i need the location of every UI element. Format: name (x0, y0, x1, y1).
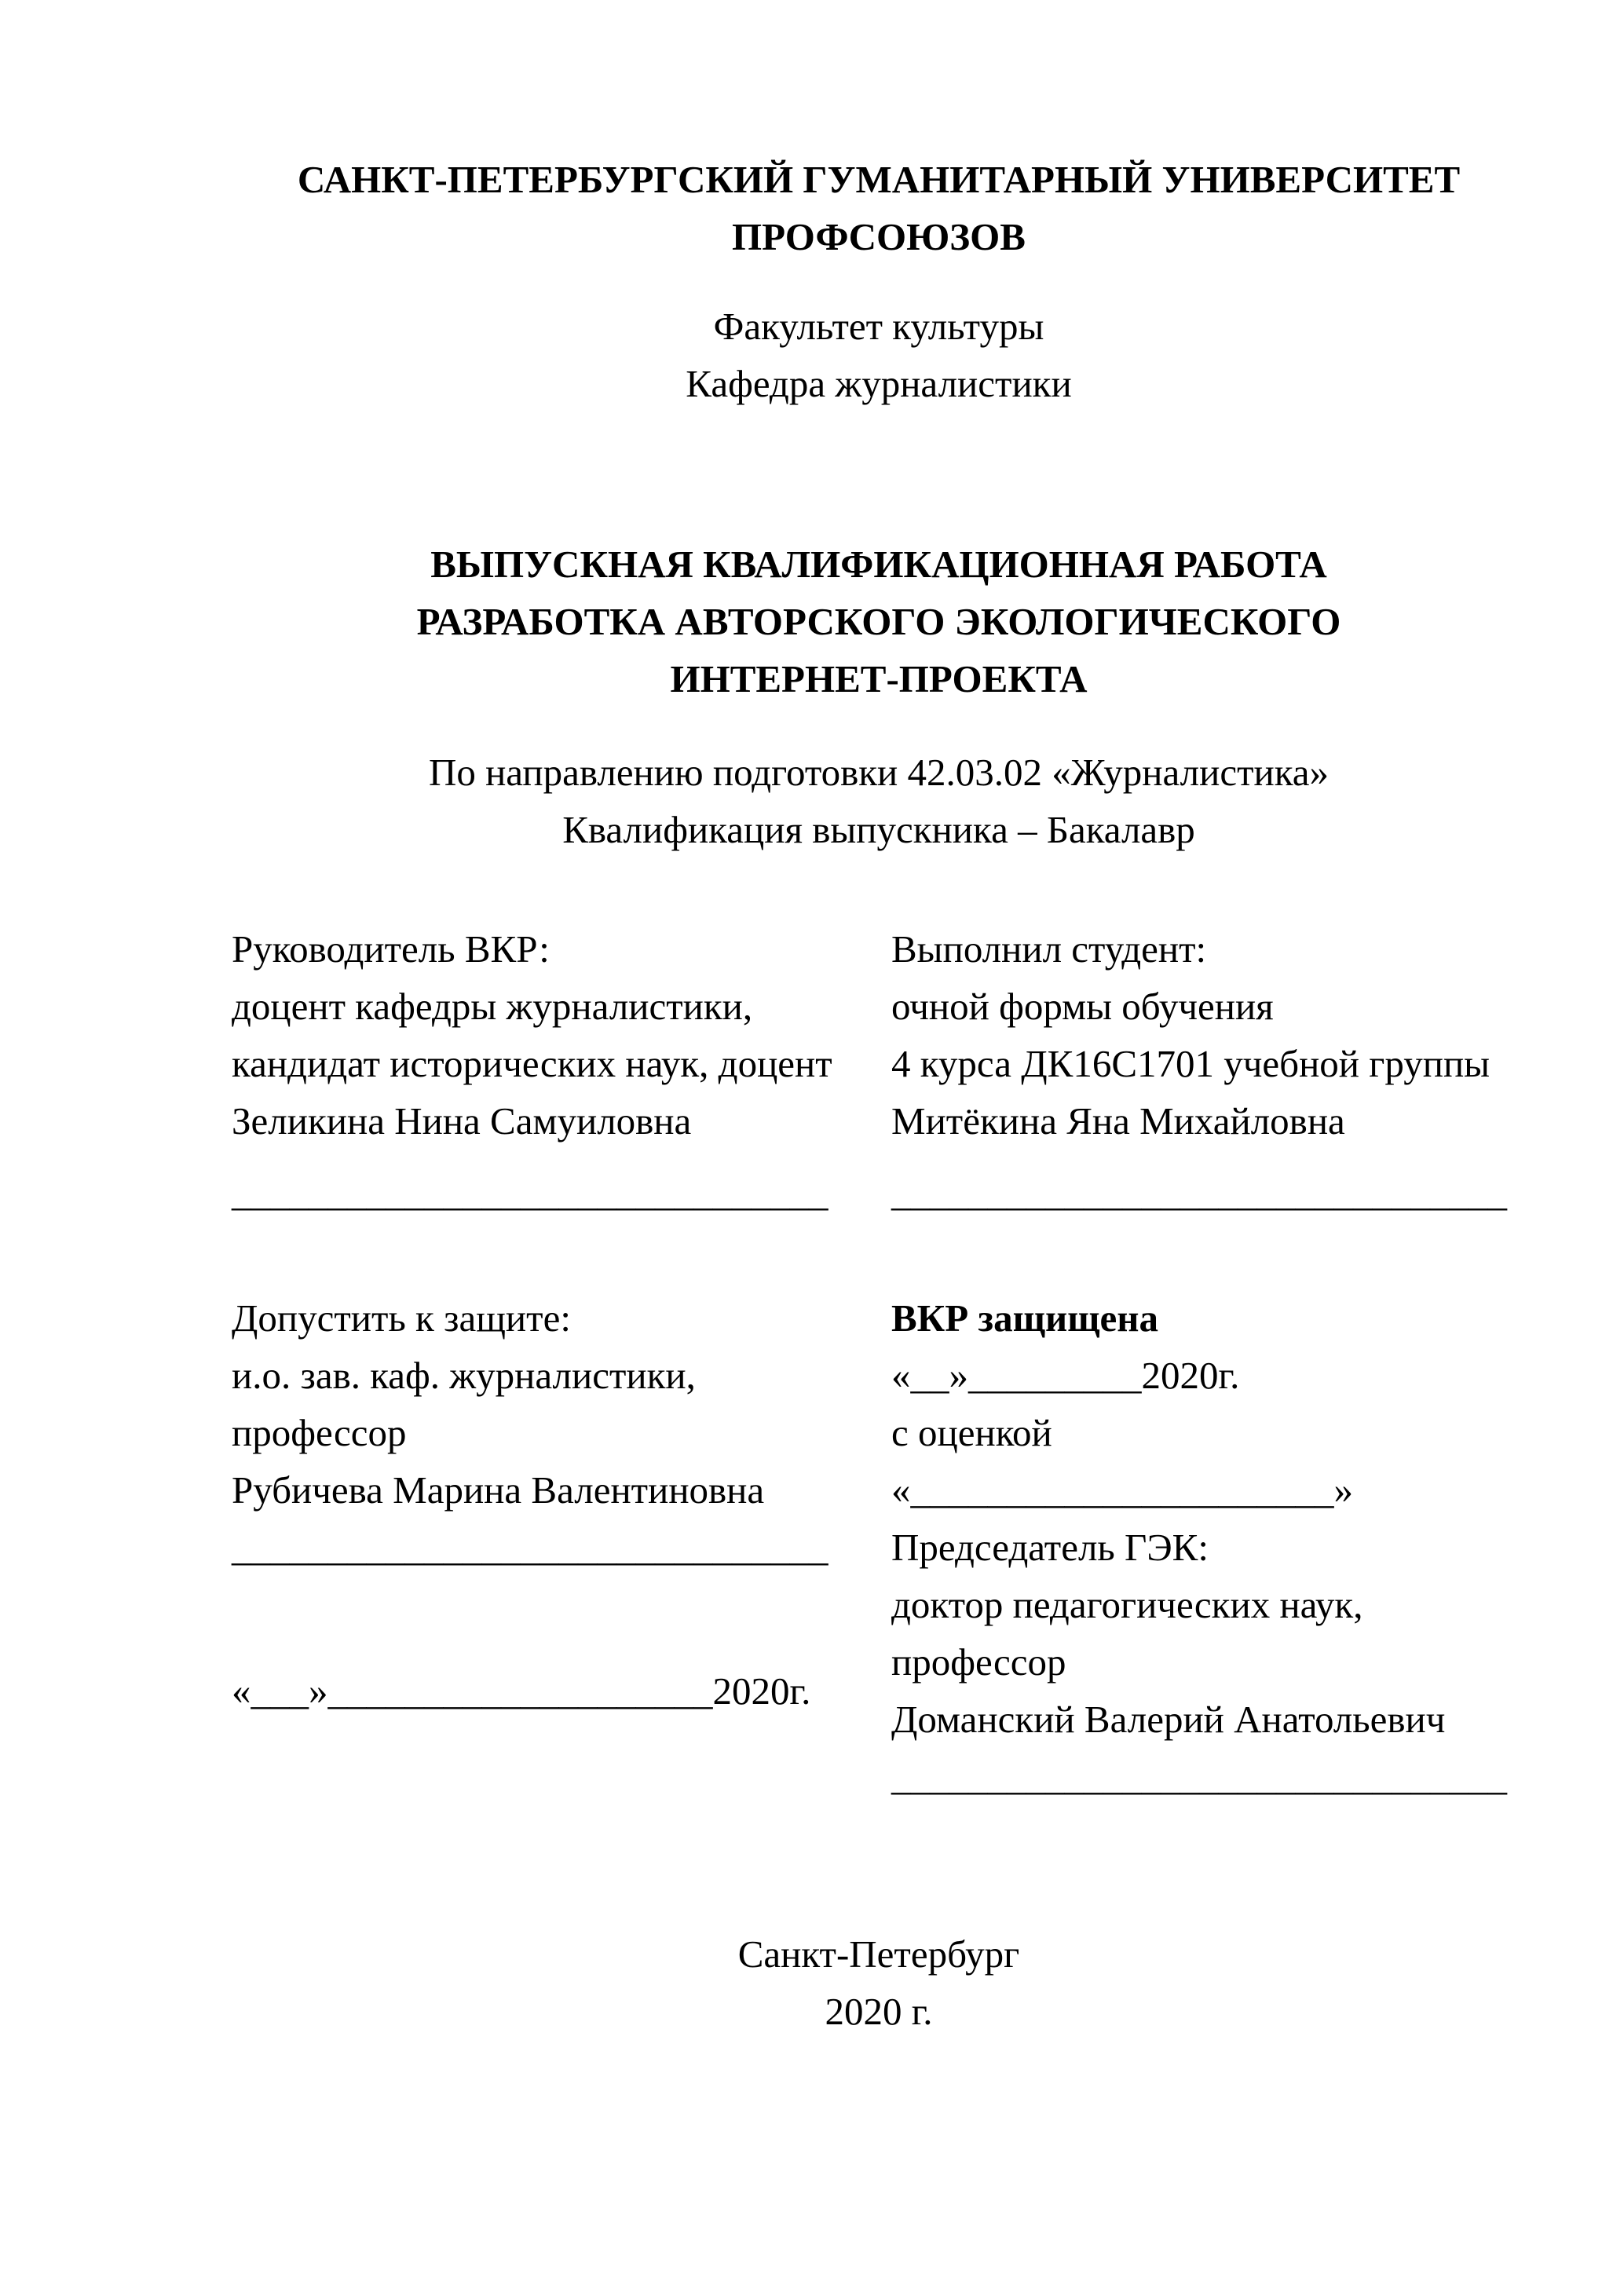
chairman-name: Доманский Валерий Анатольевич (891, 1698, 1446, 1741)
admission-position-line-1: и.о. зав. каф. журналистики, (232, 1354, 696, 1397)
defense-grade-label: с оценкой (891, 1411, 1052, 1454)
city-year-block (232, 1925, 1526, 2040)
city-line: Санкт-Петербург (737, 1932, 1020, 1976)
university-header (232, 151, 1526, 265)
defense-signature-line: ________________________________ (891, 1755, 1507, 1798)
thesis-title-line-2: ИНТЕРНЕТ-ПРОЕКТА (670, 657, 1088, 700)
supervisor-label: Руководитель ВКР: (232, 927, 550, 971)
thesis-title-block (232, 536, 1526, 707)
defense-grade-line: «______________________» (891, 1468, 1353, 1512)
university-name-line-1: САНКТ-ПЕТЕРБУРГСКИЙ ГУМАНИТАРНЫЙ УНИВЕРСИТЕТ (297, 158, 1461, 201)
chairman-label: Председатель ГЭК: (891, 1526, 1209, 1569)
admission-defense-block (232, 1289, 1526, 1805)
chairman-position-line-2: профессор (891, 1640, 1066, 1684)
admission-column (232, 1289, 891, 1805)
student-signature-line: ________________________________ (891, 1171, 1507, 1214)
admission-date-line: «___»____________________2020г. (232, 1669, 811, 1713)
chairman-position-line-1: доктор педагогических наук, (891, 1583, 1363, 1626)
university-name-line-2: ПРОФСОЮЗОВ (732, 215, 1026, 258)
faculty-block (232, 298, 1526, 412)
qualification-line: Квалификация выпускника – Бакалавр (562, 808, 1195, 851)
student-label: Выполнил студент: (891, 927, 1207, 971)
year-line: 2020 г. (825, 1990, 933, 2033)
admission-position-line-2: профессор (232, 1411, 407, 1454)
department-name: Кафедра журналистики (686, 362, 1072, 405)
supervisor-position-line-1: доцент кафедры журналистики, (232, 985, 753, 1028)
program-block (232, 744, 1526, 858)
student-name: Митёкина Яна Михайловна (891, 1099, 1345, 1143)
student-column (891, 920, 1526, 1150)
defense-label: ВКР защищена (891, 1296, 1159, 1340)
defense-date-line: «__»_________2020г. (891, 1354, 1240, 1397)
student-info-line-1: очной формы обучения (891, 985, 1274, 1028)
faculty-name: Факультет культуры (713, 305, 1044, 348)
admission-spacer (232, 1576, 891, 1662)
admission-name: Рубичева Марина Валентиновна (232, 1468, 765, 1512)
signature-row (232, 1164, 1526, 1221)
supervisor-name: Зеликина Нина Самуиловна (232, 1099, 692, 1143)
supervisor-signature-line: _______________________________ (232, 1171, 828, 1214)
work-type-heading: ВЫПУСКНАЯ КВАЛИФИКАЦИОННАЯ РАБОТА (430, 543, 1327, 586)
supervisor-column (232, 920, 891, 1150)
admission-signature-line: _______________________________ (232, 1526, 828, 1569)
thesis-title-line-1: РАЗРАБОТКА АВТОРСКОГО ЭКОЛОГИЧЕСКОГО (416, 600, 1341, 643)
supervisor-position-line-2: кандидат исторических наук, доцент (232, 1042, 832, 1085)
supervisor-student-block (232, 920, 1526, 1150)
program-line: По направлению подготовки 42.03.02 «Журналистика» (428, 751, 1330, 794)
student-info-line-2: 4 курса ДК16С1701 учебной группы (891, 1042, 1490, 1085)
defense-column (891, 1289, 1526, 1805)
admission-label: Допустить к защите: (232, 1296, 571, 1340)
